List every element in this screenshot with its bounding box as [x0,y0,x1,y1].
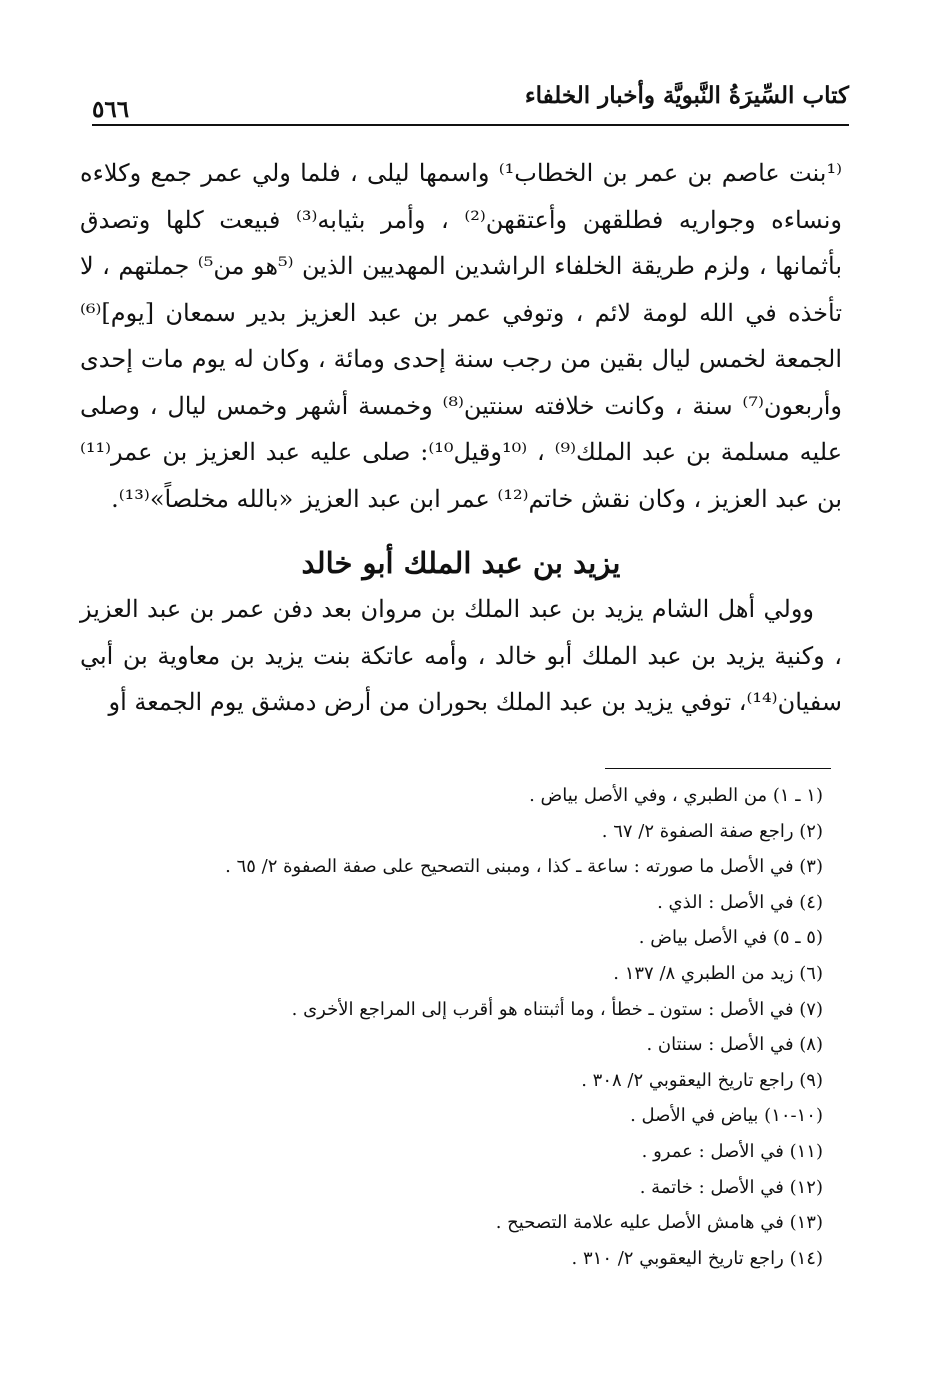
running-title: كتاب السِّيرَةُ النَّبويَّة وأخبار الخلفاء [524,82,849,109]
main-text [80,150,842,522]
page-header [92,78,849,126]
footnote: (٧) في الأصل : ستون ـ خطأ ، وما أثبتناه هو أقرب إلى المراجع الأخرى . [291,998,823,1020]
footnote: (١٣) في هامش الأصل عليه علامة التصحيح . [495,1212,823,1234]
footnote-rule [605,768,831,769]
footnote: (٩) راجع تاريخ اليعقوبي ٢/ ٣٠٨ . [581,1069,823,1091]
main-text-2 [80,586,842,726]
footnote: (٦) زيد من الطبري ٨/ ١٣٧ . [613,962,823,984]
footnote: (١ ـ ١) من الطبري ، وفي الأصل بياض . [529,785,823,806]
footnote: (١٠-١٠) بياض في الأصل . [630,1105,823,1127]
footnote: (٥ ـ ٥) في الأصل بياض . [638,927,823,949]
footnote: (٤) في الأصل : الذي . [657,891,823,913]
page-number: ٥٦٦ [92,96,130,123]
paragraph-1: ⁽¹بنت عاصم بن عمر بن الخطاب¹⁾ واسمها ليلى ، فلما ولي عمر جمع وكلاءه ونساءه وجواريه فطلقهن وأعتقهن⁽²⁾ ، وأمر بثيابه⁽³⁾ فبيعت كلها وتصدق بأثمانها ، ولزم طريقة الخلفاء الراشدين المهديين الذين ⁽⁵هو من⁵⁾ جملتهم ، لا تأخذه في الله لومة لائم ، وتوفي عمر بن عبد العزيز بدير سمعان [يوم]⁽⁶⁾ الجمعة لخمس ليال بقين من رجب سنة إحدى ومائة ، وكان له يوم مات إحدى وأربعون⁽⁷⁾ سنة ، وكانت خلافته سنتين⁽⁸⁾ وخمسة أشهر وخمس ليال ، وصلى عليه مسلمة بن عبد الملك⁽⁹⁾ ، ⁽¹⁰وقيل¹⁰⁾: صلى عليه عبد العزيز بن عمر⁽¹¹⁾ بن عبد العزيز ، وكان نقش خاتم⁽¹²⁾ عمر ابن عبد العزيز «بالله مخلصاً»⁽¹³⁾. [80,159,843,513]
footnote: (١٢) في الأصل : خاتمة . [639,1176,823,1198]
footnote: (٨) في الأصل : سنتان . [646,1034,823,1056]
footnote: (٢) راجع صفة الصفوة ٢/ ٦٧ . [601,820,823,842]
paragraph-2: وولي أهل الشام يزيد بن عبد الملك بن مروان بعد دفن عمر بن عبد العزيز ، وكنية يزيد بن عبد الملك أبو خالد ، وأمه عاتكة بنت يزيد بن معاوية بن أبي سفيان⁽¹⁴⁾، توفي يزيد بن عبد الملك بحوران من أرض دمشق يوم الجمعة أو [80,595,842,716]
footnote: (١٤) راجع تاريخ اليعقوبي ٢/ ٣١٠ . [571,1247,823,1269]
header-rule [92,124,849,126]
footnotes-list [183,778,823,1276]
footnote: (١١) في الأصل : عمرو . [641,1140,823,1162]
footnote: (٣) في الأصل ما صورته : ساعة ـ كذا ، ومبنى التصحيح على صفة الصفوة ٢/ ٦٥ . [225,856,823,878]
section-heading: يزيد بن عبد الملك أبو خالد [301,546,621,580]
